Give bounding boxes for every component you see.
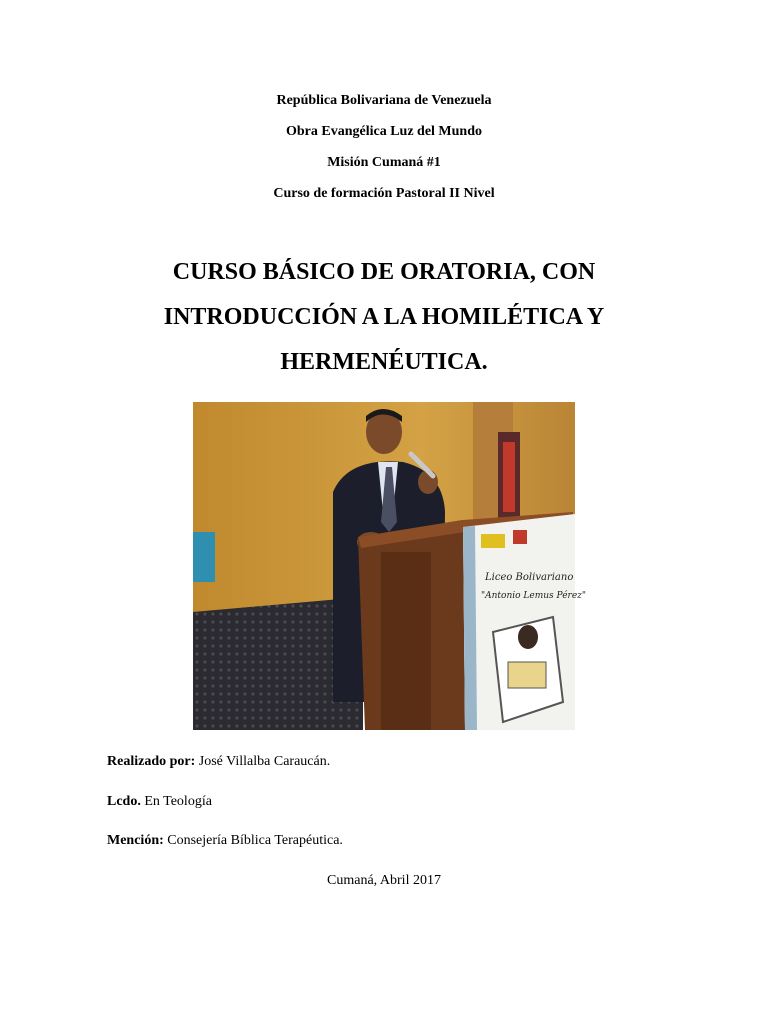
mention-line	[107, 831, 343, 851]
banner-text-top: Liceo Bolivariano	[485, 572, 574, 583]
mention-value: Consejería Bíblica Terapéutica.	[167, 833, 343, 848]
title-line-1: CURSO BÁSICO DE ORATORIA, CON	[172, 259, 596, 285]
author-value: José Villalba Caraucán.	[198, 754, 331, 769]
degree-value: En Teología	[144, 794, 212, 809]
speaker-photo-illustration	[193, 402, 587, 730]
degree-line	[107, 792, 212, 812]
place-date: Cumaná, Abril 2017	[327, 873, 441, 888]
title-line-2: INTRODUCCIÓN A LA HOMILÉTICA Y	[163, 304, 605, 330]
author-line	[107, 752, 330, 772]
speaker-photo	[193, 402, 587, 730]
mention-label: Mención:	[107, 833, 164, 848]
header-line-church: Obra Evangélica Luz del Mundo	[285, 124, 483, 139]
title-line-3: HERMENÉUTICA.	[280, 349, 488, 375]
header-line-mission: Misión Cumaná #1	[327, 155, 441, 170]
document-title	[100, 250, 668, 385]
header-line-republic: República Bolivariana de Venezuela	[276, 93, 492, 108]
header-line-course: Curso de formación Pastoral II Nivel	[273, 186, 495, 201]
degree-label: Lcdo.	[107, 794, 141, 809]
podium-banner	[463, 514, 586, 730]
institution-header	[0, 90, 768, 214]
banner-text-name: "Antonio Lemus Pérez"	[481, 591, 587, 601]
author-label: Realizado por:	[107, 754, 196, 769]
